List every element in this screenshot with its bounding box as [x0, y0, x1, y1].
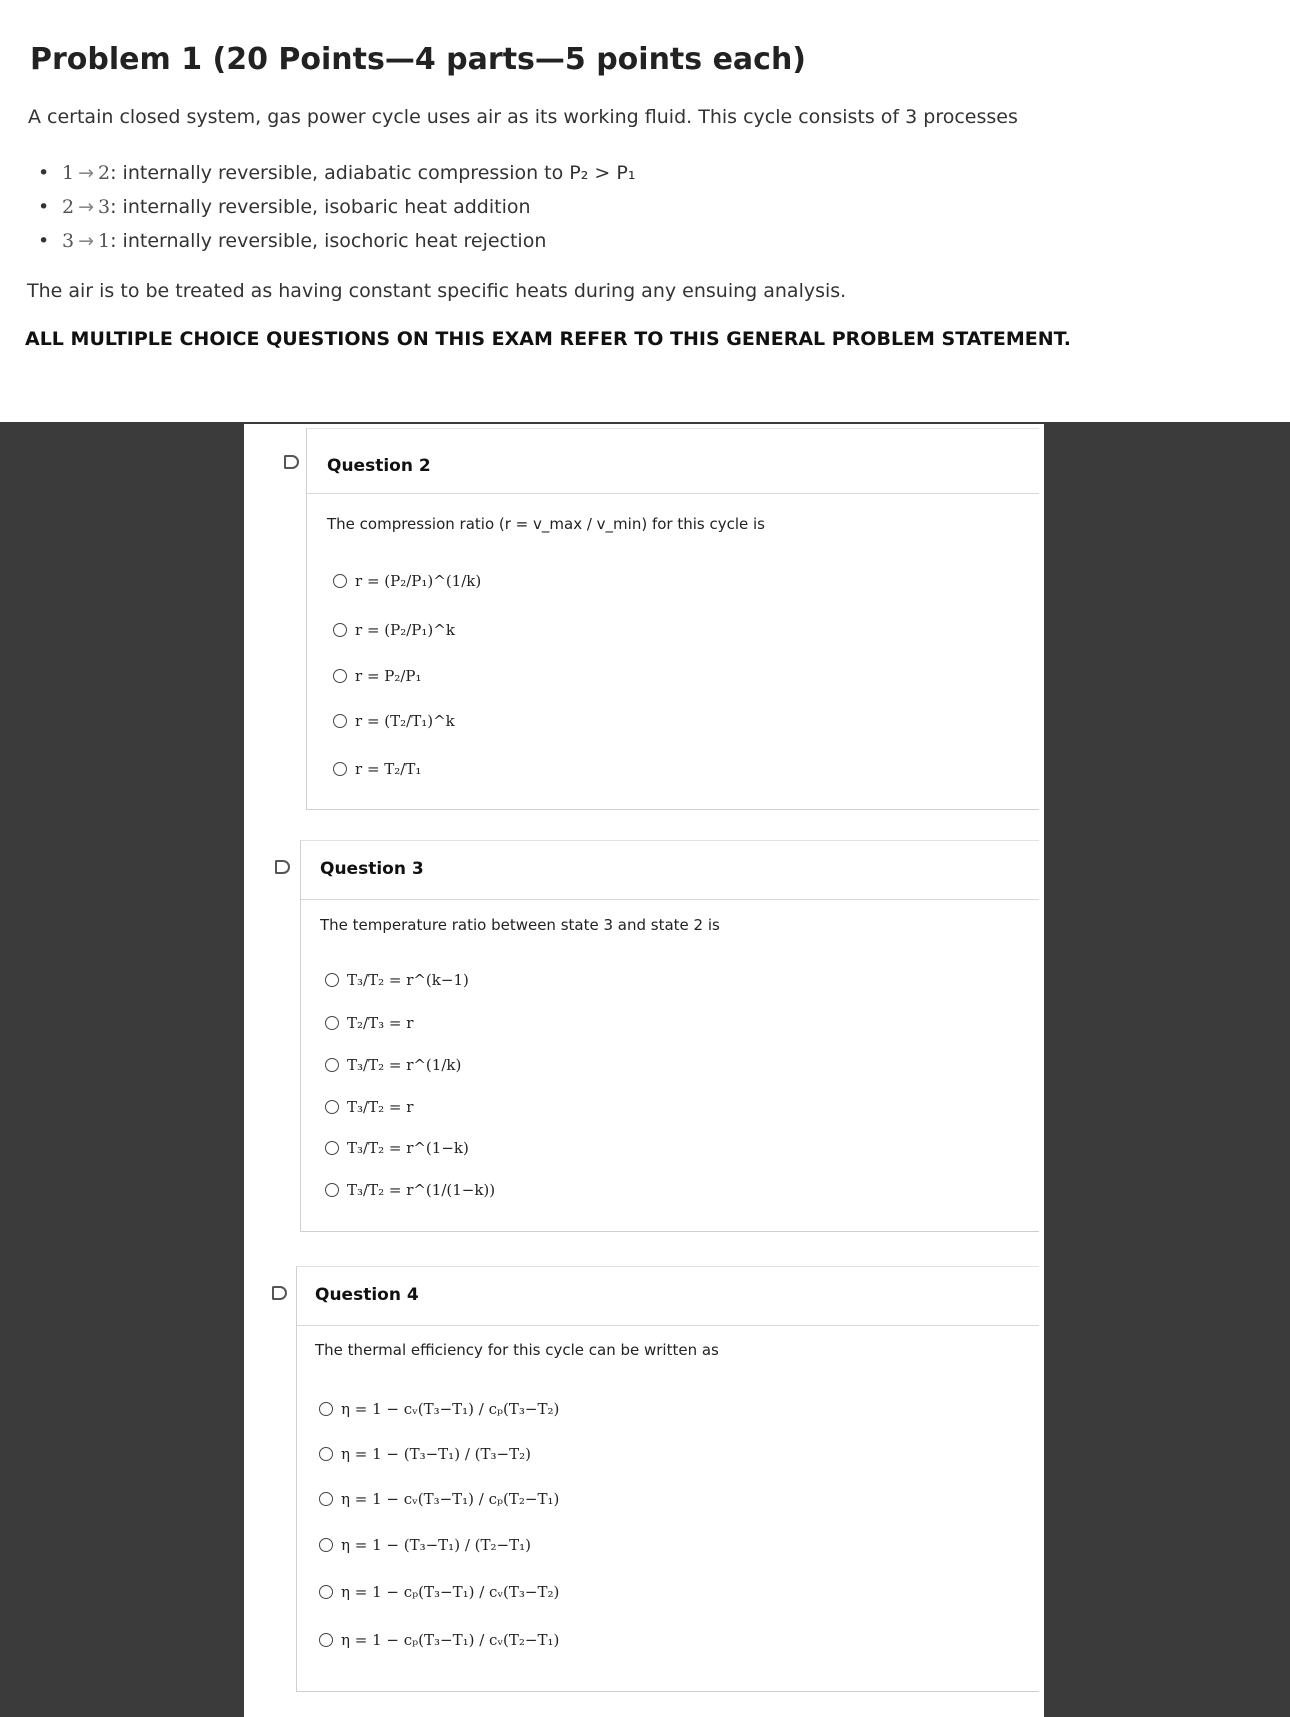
radio-icon[interactable] [325, 1141, 339, 1155]
radio-icon[interactable] [319, 1492, 333, 1506]
radio-icon[interactable] [319, 1538, 333, 1552]
problem-note: The air is to be treated as having constant specific heats during any ensuing analysis. [27, 280, 847, 302]
answer-option[interactable]: T₃/T₂ = r [325, 1092, 413, 1122]
question-prompt: The thermal efficiency for this cycle can be written as [315, 1341, 719, 1359]
flag-question-2-icon[interactable] [284, 455, 299, 469]
question-title: Question 3 [320, 859, 424, 879]
answer-option[interactable]: T₃/T₂ = r^(k−1) [325, 965, 469, 995]
answer-option[interactable]: T₃/T₂ = r^(1/(1−k)) [325, 1175, 495, 1205]
radio-icon[interactable] [333, 669, 347, 683]
radio-icon[interactable] [333, 574, 347, 588]
question-card-2 [306, 428, 1039, 810]
answer-option[interactable]: r = P₂/P₁ [333, 661, 422, 691]
answer-option[interactable]: η = 1 − cₚ(T₃−T₁) / cᵥ(T₂−T₁) [319, 1625, 559, 1655]
flag-question-4-icon[interactable] [272, 1286, 287, 1300]
question-prompt: The compression ratio (r = v_max / v_min) for this cycle is [327, 515, 765, 533]
process-list [38, 156, 635, 258]
question-divider [307, 493, 1039, 494]
process-item: • 2 → 3: internally reversible, isobaric heat addition [38, 196, 531, 218]
problem-statement [0, 0, 1290, 422]
radio-icon[interactable] [319, 1402, 333, 1416]
question-card-4 [296, 1266, 1039, 1692]
answer-option[interactable]: r = T₂/T₁ [333, 754, 421, 784]
radio-icon[interactable] [325, 1100, 339, 1114]
radio-icon[interactable] [333, 762, 347, 776]
radio-icon[interactable] [325, 1058, 339, 1072]
radio-icon[interactable] [325, 1016, 339, 1030]
answer-option[interactable]: T₃/T₂ = r^(1−k) [325, 1133, 469, 1163]
radio-icon[interactable] [333, 623, 347, 637]
radio-icon[interactable] [319, 1585, 333, 1599]
process-item: • 1 → 2: internally reversible, adiabatic compression to P₂ > P₁ [38, 162, 636, 184]
radio-icon[interactable] [325, 973, 339, 987]
radio-icon[interactable] [325, 1183, 339, 1197]
problem-title: Problem 1 (20 Points—4 parts—5 points each) [30, 42, 807, 77]
problem-intro: A certain closed system, gas power cycle uses air as its working fluid. This cycle consists of 3 processes [28, 106, 1018, 128]
flag-question-3-icon[interactable] [275, 860, 290, 874]
radio-icon[interactable] [319, 1447, 333, 1461]
question-title: Question 2 [327, 456, 431, 476]
radio-icon[interactable] [333, 714, 347, 728]
answer-option[interactable]: r = (P₂/P₁)^k [333, 615, 455, 645]
answer-option[interactable]: η = 1 − (T₃−T₁) / (T₂−T₁) [319, 1530, 531, 1560]
process-item: • 3 → 1: internally reversible, isochoric heat rejection [38, 230, 547, 252]
answer-option[interactable]: r = (P₂/P₁)^(1/k) [333, 566, 481, 596]
radio-icon[interactable] [319, 1633, 333, 1647]
quiz-panel [244, 424, 1044, 1717]
answer-option[interactable]: η = 1 − cᵥ(T₃−T₁) / cₚ(T₃−T₂) [319, 1394, 559, 1424]
answer-option[interactable]: T₃/T₂ = r^(1/k) [325, 1050, 461, 1080]
question-title: Question 4 [315, 1285, 419, 1305]
problem-caps-notice: ALL MULTIPLE CHOICE QUESTIONS ON THIS EXAM REFER TO THIS GENERAL PROBLEM STATEMENT. [25, 328, 1071, 350]
question-divider [297, 1325, 1039, 1326]
answer-option[interactable]: r = (T₂/T₁)^k [333, 706, 455, 736]
question-divider [301, 899, 1039, 900]
answer-option[interactable]: η = 1 − cᵥ(T₃−T₁) / cₚ(T₂−T₁) [319, 1484, 559, 1514]
answer-option[interactable]: T₂/T₃ = r [325, 1008, 413, 1038]
question-prompt: The temperature ratio between state 3 and state 2 is [320, 916, 720, 934]
answer-option[interactable]: η = 1 − (T₃−T₁) / (T₃−T₂) [319, 1439, 531, 1469]
question-card-3 [300, 840, 1039, 1232]
answer-option[interactable]: η = 1 − cₚ(T₃−T₁) / cᵥ(T₃−T₂) [319, 1577, 559, 1607]
